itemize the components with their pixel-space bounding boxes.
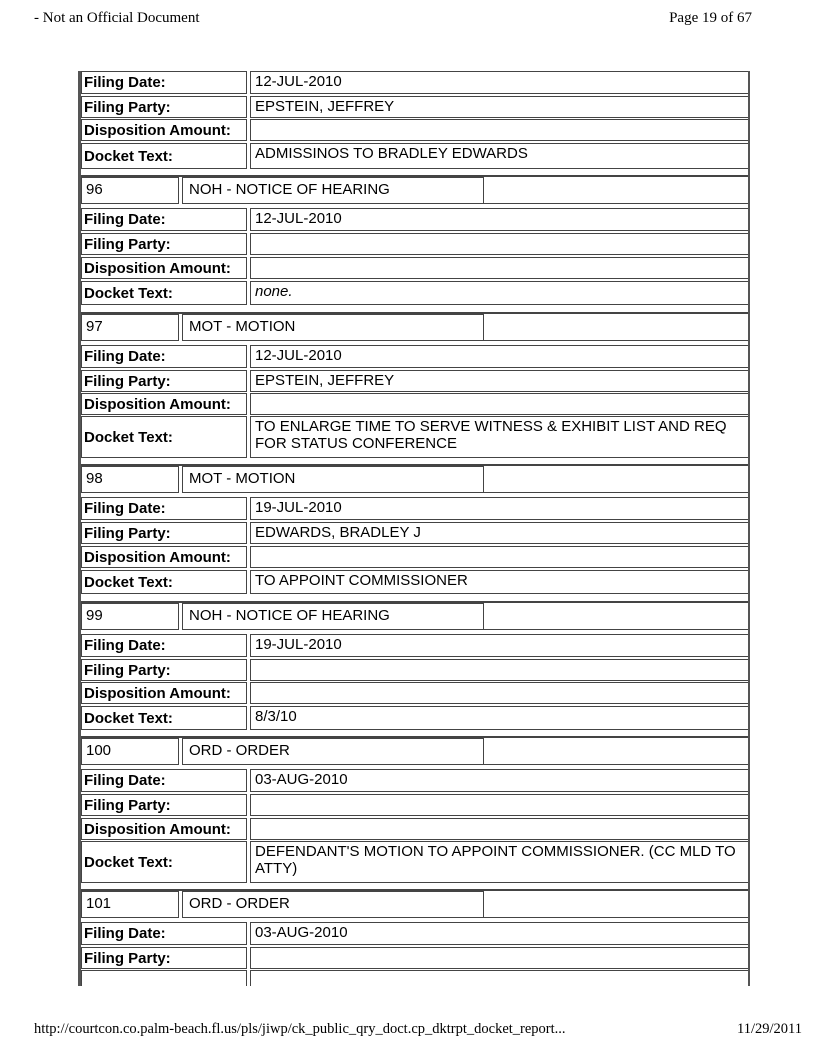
filing-date-label: Filing Date: [81,208,247,231]
filing-date-value: 12-JUL-2010 [250,71,750,94]
disposition-amount-value [250,818,750,840]
entry-type: ORD - ORDER [182,738,484,765]
disposition-amount-value [250,546,750,568]
entry-type: NOH - NOTICE OF HEARING [182,603,484,630]
disposition-row [81,818,750,840]
filing-party-label: Filing Party: [81,794,247,816]
disposition-amount-label: Disposition Amount: [81,257,247,279]
filing-date-label: Filing Date: [81,345,247,368]
entry-number: 101 [81,891,179,918]
entry-type: ORD - ORDER [182,891,484,918]
filing-date-label: Filing Date: [81,497,247,520]
entry-number: 96 [81,177,179,204]
disposition-amount-label: Disposition Amount: [81,546,247,568]
filing-date-row [81,208,750,231]
docket-text-value: DEFENDANT'S MOTION TO APPOINT COMMISSIONER. (CC MLD TO ATTY) [250,841,750,883]
filing-party-value: EPSTEIN, JEFFREY [250,370,750,392]
filing-party-row [81,370,750,392]
filing-date-row [81,634,750,657]
source-url: http://courtcon.co.palm-beach.fl.us/pls/jiwp/ck_public_qry_doct.cp_dktrpt_docket_report... [34,1021,566,1037]
docket-text-value: none. [250,281,750,305]
page-header [34,10,752,32]
entry-number: 98 [81,466,179,493]
docket-text-row [81,416,750,458]
entry-header-spacer [484,177,750,204]
filing-date-value: 19-JUL-2010 [250,634,750,657]
disposition-row [81,393,750,415]
disposition-row [81,257,750,279]
disposition-amount-value [250,119,750,141]
entry-type: NOH - NOTICE OF HEARING [182,177,484,204]
filing-party-row [81,522,750,544]
filing-party-row [81,794,750,816]
docket-table [78,71,750,986]
filing-party-label: Filing Party: [81,522,247,544]
top-filing-date-row [81,71,750,94]
entry-header [81,464,750,493]
filing-party-value [250,947,750,969]
entry-number: 100 [81,738,179,765]
filing-party-value [250,233,750,255]
docket-text-row [81,841,750,883]
docket-text-value: 8/3/10 [250,706,750,730]
filing-date-label: Filing Date: [81,71,247,94]
disposition-row [81,970,750,986]
docket-text-label: Docket Text: [81,281,247,305]
top-docket-text-row [81,143,750,169]
docket-text-label: Docket Text: [81,570,247,594]
filing-date-value: 03-AUG-2010 [250,922,750,945]
entry-header [81,736,750,765]
docket-text-label: Docket Text: [81,416,247,458]
page-number: Page 19 of 67 [669,10,752,26]
filing-date-label: Filing Date: [81,922,247,945]
filing-date-row [81,497,750,520]
filing-party-value: EPSTEIN, JEFFREY [250,96,750,118]
entry-header-spacer [484,466,750,493]
filing-date-value: 03-AUG-2010 [250,769,750,792]
entry-number: 99 [81,603,179,630]
docket-text-label: Docket Text: [81,706,247,730]
docket-text-value: ADMISSINOS TO BRADLEY EDWARDS [250,143,750,169]
disposition-amount-value [250,393,750,415]
filing-date-row [81,922,750,945]
filing-date-row [81,345,750,368]
top-filing-party-row [81,96,750,118]
docket-text-label: Docket Text: [81,841,247,883]
docket-text-row [81,706,750,730]
filing-date-value: 19-JUL-2010 [250,497,750,520]
filing-party-label: Filing Party: [81,947,247,969]
entry-header-spacer [484,891,750,918]
entry-header [81,601,750,630]
filing-party-value [250,659,750,681]
docket-text-row [81,281,750,305]
filing-party-row [81,233,750,255]
docket-text-value: TO ENLARGE TIME TO SERVE WITNESS & EXHIBIT LIST AND REQ FOR STATUS CONFERENCE [250,416,750,458]
docket-text-label: Docket Text: [81,143,247,169]
filing-party-label: Filing Party: [81,370,247,392]
filing-date-value: 12-JUL-2010 [250,345,750,368]
entry-header-spacer [484,603,750,630]
entry-header-spacer [484,738,750,765]
disposition-amount-label-cut [81,970,247,986]
entry-header [81,175,750,204]
entry-header [81,889,750,918]
disposition-row [81,682,750,704]
filing-date-label: Filing Date: [81,634,247,657]
unofficial-notice: - Not an Official Document [34,10,200,26]
filing-party-value [250,794,750,816]
docket-text-row [81,570,750,594]
disposition-amount-label: Disposition Amount: [81,682,247,704]
filing-date-label: Filing Date: [81,769,247,792]
filing-party-label: Filing Party: [81,233,247,255]
filing-party-row [81,947,750,969]
entry-header-spacer [484,314,750,341]
entry-type: MOT - MOTION [182,466,484,493]
top-disposition-row [81,119,750,141]
docket-text-value: TO APPOINT COMMISSIONER [250,570,750,594]
filing-party-row [81,659,750,681]
disposition-amount-value [250,257,750,279]
print-date: 11/29/2011 [737,1021,802,1037]
disposition-amount-value [250,970,750,986]
entry-type: MOT - MOTION [182,314,484,341]
filing-party-label: Filing Party: [81,659,247,681]
filing-party-value: EDWARDS, BRADLEY J [250,522,750,544]
entry-number: 97 [81,314,179,341]
disposition-row [81,546,750,568]
entry-header [81,312,750,341]
filing-date-row [81,769,750,792]
disposition-amount-label: Disposition Amount: [81,393,247,415]
filing-date-value: 12-JUL-2010 [250,208,750,231]
disposition-amount-label: Disposition Amount: [81,119,247,141]
disposition-amount-label: Disposition Amount: [81,818,247,840]
filing-party-label: Filing Party: [81,96,247,118]
disposition-amount-value [250,682,750,704]
